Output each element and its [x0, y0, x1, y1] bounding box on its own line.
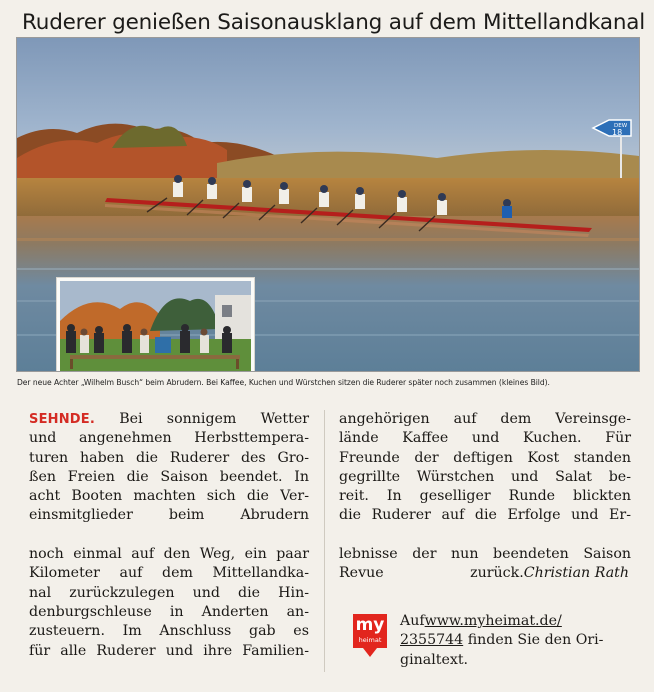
myheimat-logo: my heimat: [353, 614, 387, 648]
article-line: ßen Freien die Saison beendet. In: [29, 468, 309, 485]
article-line: lebnisse der nun beendeten Saison: [339, 546, 631, 563]
photo-caption: Der neue Achter „Wilhelm Busch“ beim Abrudern. Bei Kaffee, Kuchen und Würstchen sitzen die Ruderer später noch zusammen (kleines Bild).: [17, 378, 550, 387]
inset-photo: [57, 278, 254, 372]
svg-text:18: 18: [612, 128, 623, 137]
article-line: einsmitglieder beim Abrudern: [29, 507, 309, 524]
article-line: denburgschleuse in Anderten an-: [29, 603, 309, 620]
article-line: turen haben die Ruderer des Gro-: [29, 449, 309, 466]
article-line: zusteuern. Im Anschluss gab es: [29, 623, 309, 640]
rowing-photo: [16, 37, 640, 372]
article-line: für alle Ruderer und ihre Familien-: [29, 642, 309, 659]
article-line: gegrillte Würstchen und Salat be-: [339, 468, 631, 485]
article-line: Kilometer auf dem Mittellandka-: [29, 565, 309, 582]
promo-id-link[interactable]: 2355744: [400, 632, 464, 649]
myheimat-promo: [353, 614, 635, 674]
article-column-left: [29, 410, 309, 661]
article-line: reit. In geselliger Runde blickten: [339, 488, 631, 505]
article-line: SEHNDE. Bei sonnigem Wetter: [29, 411, 309, 427]
article-line: noch einmal auf den Weg, ein paar: [29, 546, 309, 563]
promo-text: Aufwww.myheimat.de/ 2355744 finden Sie den Ori- ginaltext.: [400, 613, 604, 668]
headline: Ruderer genießen Saisonausklang auf dem Mittellandkanal: [22, 10, 646, 35]
article-line: angehörigen auf dem Vereinsge-: [339, 411, 631, 427]
column-divider: [324, 410, 325, 672]
article-line: Freunde der deftigen Kost standen: [339, 449, 631, 466]
article-line: Revue zurück. Christian Rath: [339, 564, 631, 583]
svg-text:DEW: DEW: [614, 123, 628, 129]
promo-url-link[interactable]: www.myheimat.de/: [424, 613, 562, 629]
dateline: SEHNDE.: [29, 412, 96, 427]
article-line: die Ruderer auf die Erfolge und Er-: [339, 507, 631, 524]
article-line: und angenehmen Herbsttempera-: [29, 430, 309, 447]
article-line: acht Booten machten sich die Ver-: [29, 488, 309, 505]
article-line: lände Kaffee und Kuchen. Für: [339, 430, 631, 447]
article-line: nal zurückzulegen und die Hin-: [29, 584, 309, 601]
article-column-right: [339, 410, 631, 584]
logo-pointer: [363, 648, 377, 657]
author: Christian Rath: [523, 565, 629, 582]
